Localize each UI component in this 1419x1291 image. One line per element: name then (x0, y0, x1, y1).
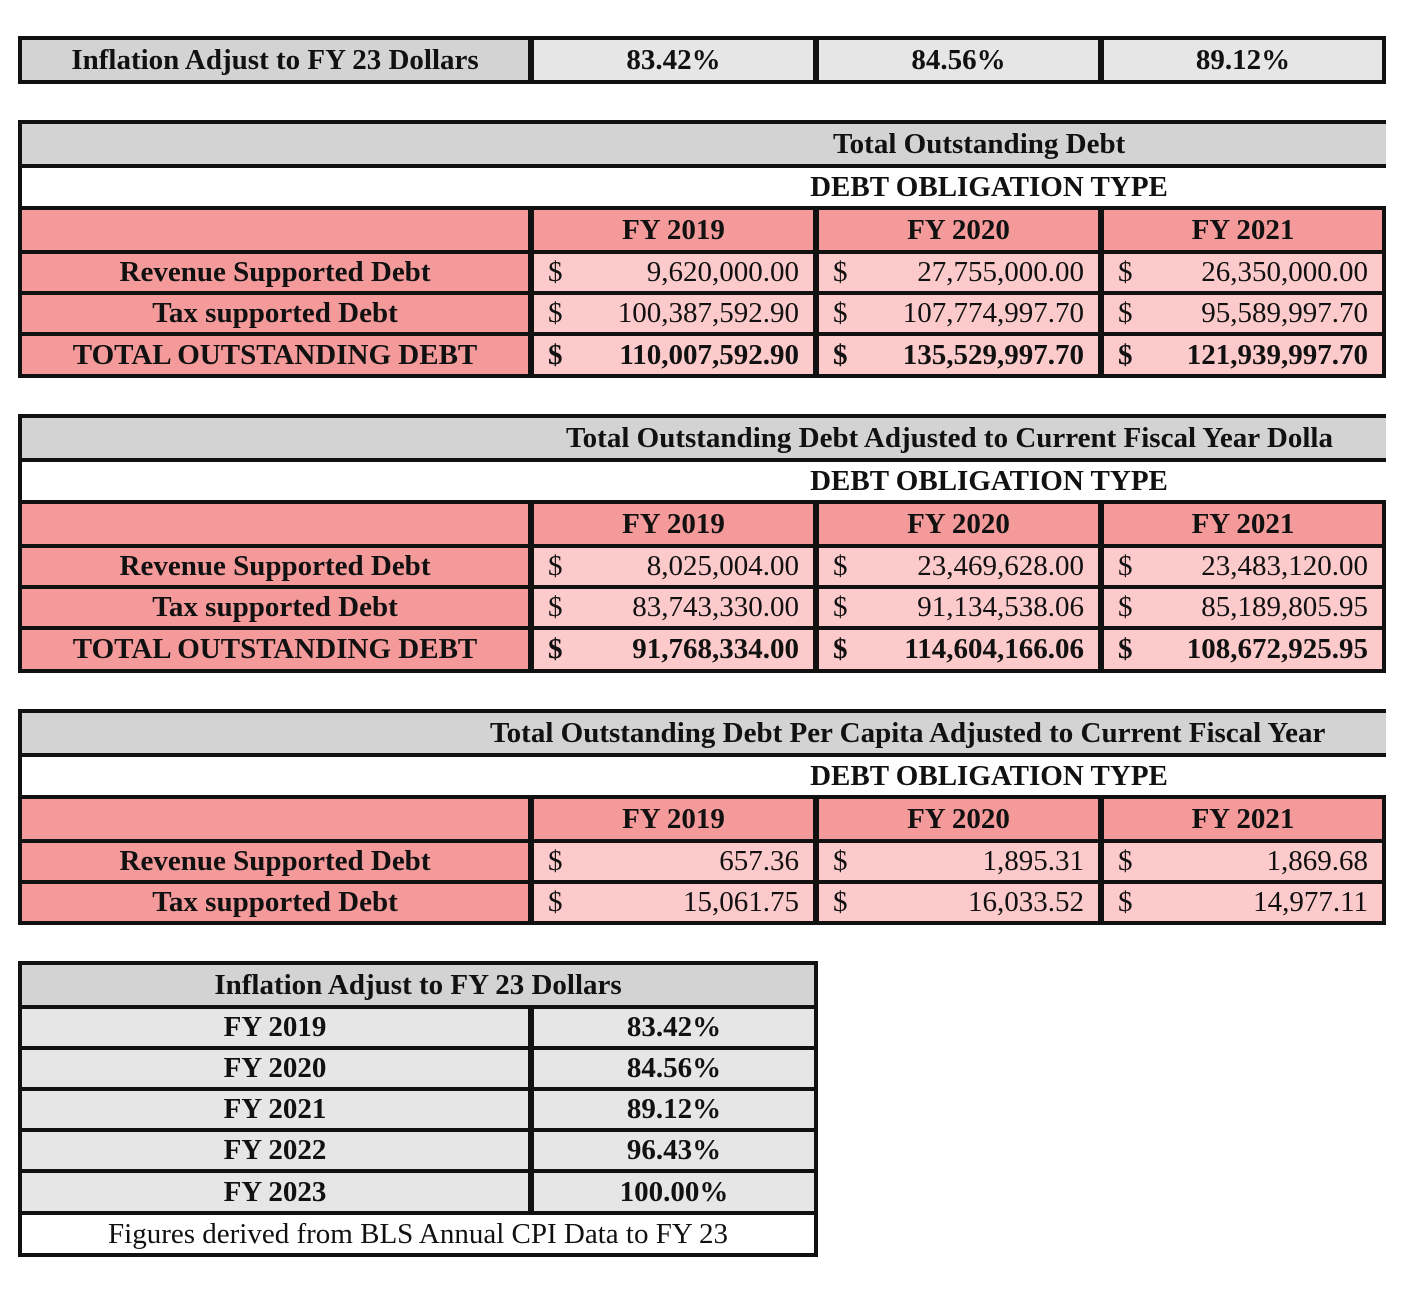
money-cell (1104, 630, 1382, 669)
amount: 108,672,925.95 (1186, 633, 1368, 665)
amount: 100,387,592.90 (617, 297, 799, 329)
money-cell (534, 843, 813, 880)
inflation-value: 100.00% (534, 1173, 814, 1211)
debt-table-3 (18, 709, 1386, 925)
amount: 9,620,000.00 (646, 256, 799, 288)
top-row-value: 89.12% (1104, 40, 1382, 80)
row-label: Tax supported Debt (22, 589, 528, 626)
table-subtitle: DEBT OBLIGATION TYPE (22, 462, 1386, 500)
money-cell (1104, 589, 1382, 626)
money-cell (534, 295, 813, 332)
inflation-value: 84.56% (534, 1050, 814, 1087)
row-label: TOTAL OUTSTANDING DEBT (22, 630, 528, 669)
inflation-value: 89.12% (534, 1091, 814, 1128)
table-title: Total Outstanding Debt Adjusted to Current Fiscal Year Dolla (22, 418, 1386, 458)
amount: 1,869.68 (1266, 845, 1368, 877)
money-cell (534, 336, 813, 374)
year-header: FY 2019 (534, 504, 813, 544)
row-label: Revenue Supported Debt (22, 843, 528, 880)
currency-symbol: $ (833, 256, 848, 288)
amount: 91,768,334.00 (632, 633, 799, 665)
currency-symbol: $ (548, 297, 563, 329)
amount: 135,529,997.70 (902, 338, 1084, 371)
currency-symbol: $ (1118, 338, 1133, 371)
amount: 27,755,000.00 (917, 256, 1084, 288)
inflation-value: 96.43% (534, 1132, 814, 1169)
inflation-year: FY 2021 (22, 1091, 528, 1128)
year-header: FY 2021 (1104, 799, 1382, 839)
year-header: FY 2020 (819, 210, 1098, 250)
amount: 1,895.31 (982, 845, 1084, 877)
money-cell (1104, 884, 1382, 921)
year-header: FY 2019 (534, 210, 813, 250)
inflation-table (18, 961, 818, 1257)
row-label: Revenue Supported Debt (22, 254, 528, 291)
year-header: FY 2021 (1104, 504, 1382, 544)
currency-symbol: $ (548, 256, 563, 288)
currency-symbol: $ (548, 338, 563, 371)
table-title: Total Outstanding Debt (22, 124, 1386, 164)
amount: 23,483,120.00 (1201, 550, 1368, 582)
currency-symbol: $ (1118, 886, 1133, 918)
debt-table-1 (18, 120, 1386, 378)
inflation-year: FY 2022 (22, 1132, 528, 1169)
money-cell (1104, 548, 1382, 585)
inflation-footnote: Figures derived from BLS Annual CPI Data to FY 23 (22, 1215, 814, 1253)
amount: 91,134,538.06 (917, 591, 1084, 623)
amount: 83,743,330.00 (632, 591, 799, 623)
row-label: TOTAL OUTSTANDING DEBT (22, 336, 528, 374)
amount: 114,604,166.06 (904, 633, 1084, 665)
currency-symbol: $ (548, 591, 563, 623)
money-cell (1104, 843, 1382, 880)
table-subtitle: DEBT OBLIGATION TYPE (22, 168, 1386, 206)
money-cell (819, 630, 1098, 669)
top-row-label: Inflation Adjust to FY 23 Dollars (22, 40, 528, 80)
currency-symbol: $ (833, 297, 848, 329)
inflation-title: Inflation Adjust to FY 23 Dollars (22, 965, 814, 1005)
currency-symbol: $ (833, 845, 848, 877)
money-cell (534, 630, 813, 669)
currency-symbol: $ (548, 550, 563, 582)
currency-symbol: $ (833, 338, 848, 371)
table-title: Total Outstanding Debt Per Capita Adjusted to Current Fiscal Year (22, 713, 1386, 753)
row-label: Tax supported Debt (22, 884, 528, 921)
amount: 23,469,628.00 (917, 550, 1084, 582)
currency-symbol: $ (548, 886, 563, 918)
money-cell (819, 843, 1098, 880)
header-blank (22, 210, 528, 250)
top-inflation-row (18, 36, 1386, 84)
row-label: Revenue Supported Debt (22, 548, 528, 585)
header-blank (22, 504, 528, 544)
money-cell (534, 254, 813, 291)
money-cell (534, 884, 813, 921)
money-cell (819, 295, 1098, 332)
year-header: FY 2020 (819, 504, 1098, 544)
year-header: FY 2021 (1104, 210, 1382, 250)
amount: 657.36 (719, 845, 799, 877)
currency-symbol: $ (833, 550, 848, 582)
amount: 15,061.75 (683, 886, 799, 918)
amount: 107,774,997.70 (902, 297, 1084, 329)
debt-table-2 (18, 414, 1386, 673)
money-cell (819, 589, 1098, 626)
inflation-year: FY 2019 (22, 1009, 528, 1046)
amount: 16,033.52 (968, 886, 1084, 918)
inflation-value: 83.42% (534, 1009, 814, 1046)
currency-symbol: $ (1118, 591, 1133, 623)
currency-symbol: $ (548, 845, 563, 877)
currency-symbol: $ (1118, 550, 1133, 582)
money-cell (819, 254, 1098, 291)
top-row-value: 83.42% (534, 40, 813, 80)
inflation-year: FY 2023 (22, 1173, 528, 1211)
money-cell (819, 336, 1098, 374)
currency-symbol: $ (548, 633, 563, 665)
year-header: FY 2020 (819, 799, 1098, 839)
amount: 85,189,805.95 (1201, 591, 1368, 623)
money-cell (534, 548, 813, 585)
currency-symbol: $ (833, 633, 848, 665)
currency-symbol: $ (833, 591, 848, 623)
amount: 14,977.11 (1253, 886, 1368, 918)
currency-symbol: $ (1118, 633, 1133, 665)
money-cell (1104, 254, 1382, 291)
money-cell (534, 589, 813, 626)
money-cell (819, 884, 1098, 921)
currency-symbol: $ (833, 886, 848, 918)
currency-symbol: $ (1118, 845, 1133, 877)
table-subtitle: DEBT OBLIGATION TYPE (22, 757, 1386, 795)
row-label: Tax supported Debt (22, 295, 528, 332)
inflation-year: FY 2020 (22, 1050, 528, 1087)
amount: 110,007,592.90 (619, 338, 799, 371)
money-cell (1104, 295, 1382, 332)
currency-symbol: $ (1118, 256, 1133, 288)
year-header: FY 2019 (534, 799, 813, 839)
amount: 121,939,997.70 (1186, 338, 1368, 371)
amount: 8,025,004.00 (646, 550, 799, 582)
money-cell (819, 548, 1098, 585)
currency-symbol: $ (1118, 297, 1133, 329)
header-blank (22, 799, 528, 839)
amount: 26,350,000.00 (1201, 256, 1368, 288)
top-row-value: 84.56% (819, 40, 1098, 80)
amount: 95,589,997.70 (1201, 297, 1368, 329)
money-cell (1104, 336, 1382, 374)
